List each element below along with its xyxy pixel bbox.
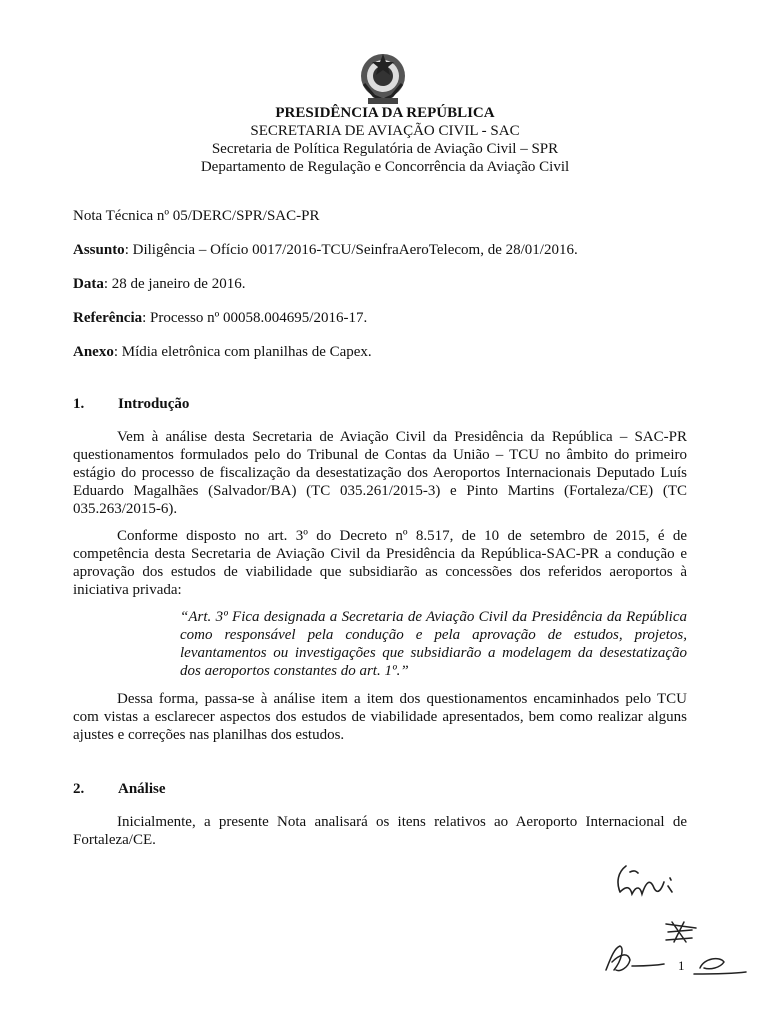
header-secretaria: SECRETARIA DE AVIAÇÃO CIVIL - SAC (250, 123, 520, 139)
data-line (73, 275, 693, 293)
section-1-quote: “Art. 3º Fica designada a Secretaria de Aviação Civil da Presidência da República como responsável pela condução e pela aprovação de estudos, projetos, levantamentos ou investigações que subsidiarão a modelagem da desestatização dos aeroportos constantes do art. 1º.” (180, 609, 687, 679)
section-1-paragraph-1: Vem à análise desta Secretaria de Aviação Civil da Presidência da República – SAC-PR questionamentos formulados pelo do Tribunal de Contas da União – TCU no âmbito do primeiro estágio do processo de fiscalização da desestatização dos Aeroportos Internacionais Deputado Luís Eduardo Magalhães (Salvador/BA) (TC 035.261/2015-3) e Pinto Martins (Fortaleza/CE) (TC 035.263/2015-6). (73, 429, 687, 517)
coat-of-arms-seal (354, 50, 412, 108)
section-2-paragraph-1: Inicialmente, a presente Nota analisará os itens relativos ao Aeroporto Internacional de Fortaleza/CE. (73, 814, 687, 848)
initials-mark (662, 918, 702, 948)
assunto-label: Assunto (73, 242, 125, 258)
assunto-line (73, 241, 693, 259)
nota-tecnica: Nota Técnica nº 05/DERC/SPR/SAC-PR (73, 208, 320, 224)
header-spr: Secretaria de Política Regulatória de Aviação Civil – SPR (211, 141, 559, 157)
header-departamento: Departamento de Regulação e Concorrência da Aviação Civil (200, 159, 570, 175)
initials-signature-right (690, 950, 750, 980)
data-value: : 28 de janeiro de 2016. (103, 276, 246, 292)
referencia-line (73, 309, 693, 327)
section-1-paragraph-2: Conforme disposto no art. 3º do Decreto nº 8.517, de 10 de setembro de 2015, é de competência desta Secretaria de Aviação Civil da Presidência da República-SAC-PR a condução e aprovação dos estudos de viabilidade que subsidiarão as concessões dos referidos aeroportos à iniciativa privada: (73, 528, 687, 598)
page-number: 1 (678, 958, 685, 973)
anexo-line (73, 343, 693, 361)
referencia-label: Referência (73, 310, 143, 326)
handwritten-signature (608, 858, 688, 918)
section-2-number: 2. (73, 781, 85, 797)
referencia-value: : Processo nº 00058.004695/2016-17. (142, 310, 368, 326)
anexo-value: : Mídia eletrônica com planilhas de Capex. (113, 344, 372, 360)
data-label: Data (73, 276, 104, 292)
section-1-paragraph-3: Dessa forma, passa-se à análise item a item dos questionamentos encaminhados pelo TCU com vistas a esclarecer aspectos dos estudos de viabilidade apresentados, bem como realizar alguns ajustes e correções nas planilhas dos estudos. (73, 691, 687, 743)
section-1-number: 1. (73, 396, 85, 412)
anexo-label: Anexo (73, 344, 114, 360)
initials-signature-left (598, 940, 668, 980)
section-2-title: Análise (118, 781, 166, 797)
assunto-value: : Diligência – Ofício 0017/2016-TCU/SeinfraAeroTelecom, de 28/01/2016. (124, 242, 578, 258)
header-presidencia: PRESIDÊNCIA DA REPÚBLICA (275, 105, 495, 121)
section-1-title: Introdução (118, 396, 190, 412)
